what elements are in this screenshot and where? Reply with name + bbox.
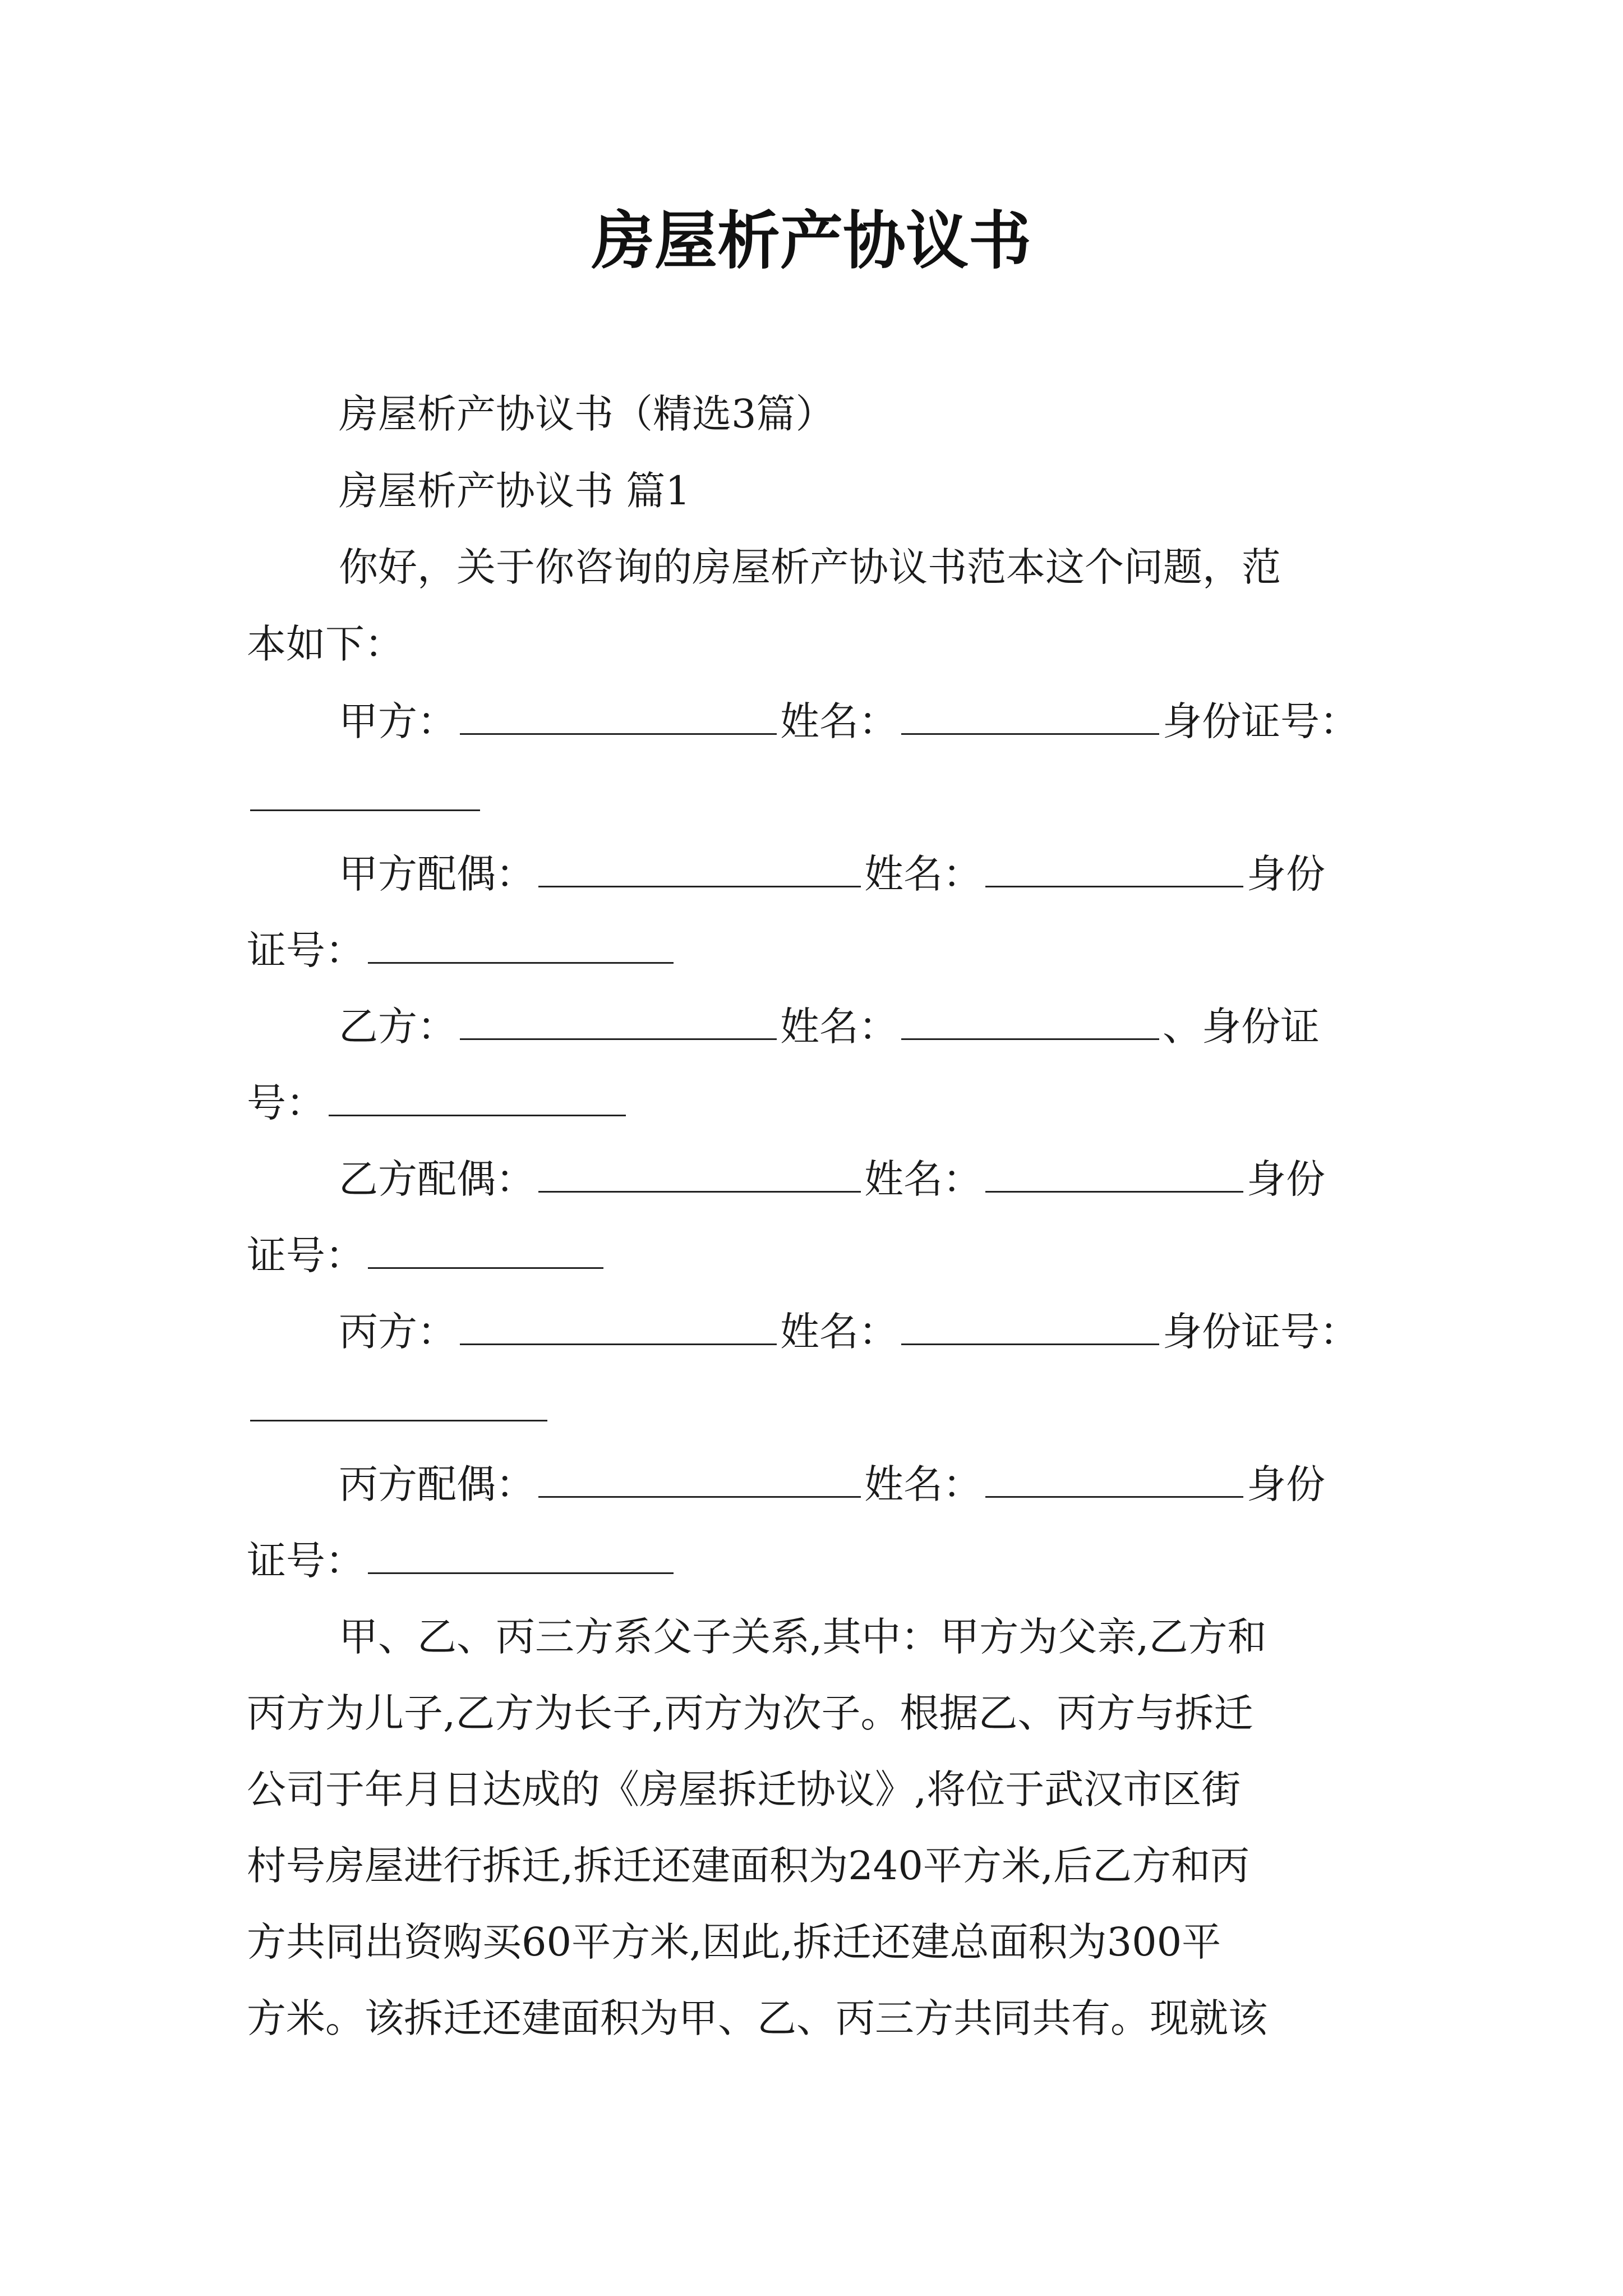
party-c-id-blank[interactable] <box>250 1386 547 1421</box>
party-c-name-label: 姓名： <box>780 1309 898 1355</box>
party-b-spouse-blank[interactable] <box>538 1157 861 1193</box>
body-paragraph-line: 村号房屋进行拆迁,拆迁还建面积为240平方米,后乙方和丙 <box>247 1843 1250 1889</box>
party-c-name-blank[interactable] <box>901 1310 1159 1345</box>
party-b-id-blank[interactable] <box>329 1081 626 1116</box>
party-b-id-label-cont: 号： <box>247 1080 325 1126</box>
party-c-row <box>339 1305 1359 1359</box>
party-b-spouse-name-label: 姓名： <box>864 1156 982 1202</box>
party-a-id-label: 身份证号： <box>1163 698 1359 744</box>
party-a-spouse-id-row <box>247 923 677 977</box>
party-a-id-row <box>247 771 483 825</box>
party-a-id-blank[interactable] <box>250 776 480 811</box>
party-a-spouse-name-label: 姓名： <box>864 851 982 897</box>
party-c-id-row <box>247 1381 551 1435</box>
party-c-spouse-name-label: 姓名： <box>864 1461 982 1507</box>
party-a-spouse-id-blank[interactable] <box>368 928 674 964</box>
party-a-blank[interactable] <box>460 700 777 735</box>
document-subtitle: 房屋析产协议书（精选3篇） <box>339 391 835 437</box>
party-b-spouse-row <box>339 1152 1325 1206</box>
body-paragraph-line: 丙方为儿子,乙方为长子,丙方为次子。根据乙、丙方与拆迁 <box>247 1690 1253 1736</box>
party-a-spouse-label: 甲方配偶： <box>339 851 535 897</box>
party-c-spouse-id-label-cont: 证号： <box>247 1538 365 1584</box>
party-a-spouse-id-label-cont: 证号： <box>247 927 365 973</box>
party-a-label: 甲方： <box>339 698 457 744</box>
party-c-spouse-id-row <box>247 1534 677 1588</box>
party-b-name-label: 姓名： <box>780 1004 898 1050</box>
intro-paragraph-line: 你好，关于你咨询的房屋析产协议书范本这个问题，范 <box>339 544 1281 590</box>
intro-paragraph-line: 本如下： <box>247 621 404 667</box>
body-paragraph-line: 方共同出资购买60平方米,因此,拆迁还建总面积为300平 <box>247 1919 1221 1965</box>
party-c-blank[interactable] <box>460 1310 777 1345</box>
party-b-name-blank[interactable] <box>901 1005 1159 1040</box>
party-a-spouse-blank[interactable] <box>538 852 861 887</box>
party-c-id-label: 身份证号： <box>1163 1309 1359 1355</box>
party-c-spouse-label: 丙方配偶： <box>339 1461 535 1507</box>
party-b-label: 乙方： <box>339 1004 457 1050</box>
party-a-name-blank[interactable] <box>901 700 1159 735</box>
party-c-label: 丙方： <box>339 1309 457 1355</box>
party-b-spouse-id-label-cont: 证号： <box>247 1232 365 1278</box>
body-paragraph-line: 甲、乙、丙三方系父子关系,其中：甲方为父亲,乙方和 <box>339 1614 1267 1660</box>
party-c-spouse-row <box>339 1457 1325 1511</box>
party-b-id-label: 、身份证 <box>1163 1004 1320 1050</box>
body-paragraph-line: 方米。该拆迁还建面积为甲、乙、丙三方共同共有。现就该 <box>247 1995 1267 2041</box>
party-a-spouse-id-label: 身份 <box>1247 851 1325 897</box>
party-a-spouse-row <box>339 847 1325 901</box>
party-a-row <box>339 694 1359 748</box>
party-b-spouse-id-blank[interactable] <box>368 1234 603 1269</box>
party-a-name-label: 姓名： <box>780 698 898 744</box>
party-b-row <box>339 1000 1320 1053</box>
document-title: 房屋析产协议书 <box>592 204 1031 278</box>
party-c-spouse-id-label: 身份 <box>1247 1461 1325 1507</box>
section-heading: 房屋析产协议书 篇1 <box>339 468 690 514</box>
party-c-spouse-name-blank[interactable] <box>985 1462 1243 1498</box>
party-a-spouse-name-blank[interactable] <box>985 852 1243 887</box>
party-c-spouse-id-blank[interactable] <box>368 1539 674 1574</box>
party-b-spouse-name-blank[interactable] <box>985 1157 1243 1193</box>
party-b-spouse-label: 乙方配偶： <box>339 1156 535 1202</box>
party-b-spouse-id-row <box>247 1228 607 1282</box>
party-b-blank[interactable] <box>460 1005 777 1040</box>
party-c-spouse-blank[interactable] <box>538 1462 861 1498</box>
party-b-id-row <box>247 1076 629 1130</box>
party-b-spouse-id-label: 身份 <box>1247 1156 1325 1202</box>
body-paragraph-line: 公司于年月日达成的《房屋拆迁协议》,将位于武汉市区街 <box>247 1766 1241 1812</box>
